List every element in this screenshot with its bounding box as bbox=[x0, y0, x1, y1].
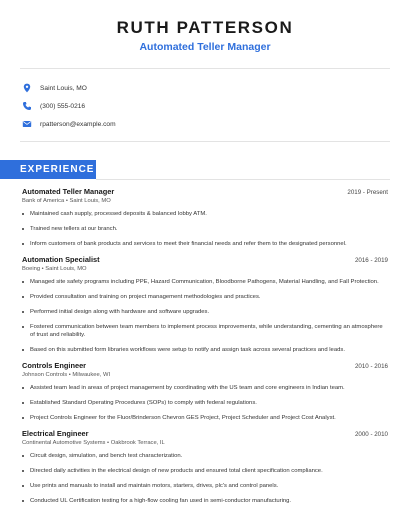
job-bullet: Directed daily activities in the electrical design of new products and ensured total client specification compliance. bbox=[22, 467, 388, 475]
job-bullet: Trained new tellers at our branch. bbox=[22, 225, 388, 233]
resume-header bbox=[0, 0, 410, 54]
job-dates: 2010 - 2016 bbox=[354, 363, 388, 370]
job-entry bbox=[22, 429, 388, 505]
job-title: Automation Specialist bbox=[22, 255, 100, 264]
experience-section-header bbox=[0, 160, 96, 179]
job-bullets bbox=[22, 384, 388, 422]
phone-text: (300) 555-0216 bbox=[40, 102, 86, 110]
job-entry bbox=[22, 255, 388, 354]
contact-info bbox=[22, 79, 410, 133]
mail-icon bbox=[22, 119, 32, 129]
job-entry bbox=[22, 361, 388, 422]
job-bullets bbox=[22, 452, 388, 505]
map-pin-icon bbox=[22, 83, 32, 93]
candidate-name: RUTH PATTERSON bbox=[116, 18, 294, 37]
job-bullet: Performed initial design along with hardware and software upgrades. bbox=[22, 308, 388, 316]
job-company: Bank of America • Saint Louis, MO bbox=[22, 198, 111, 204]
job-entry bbox=[22, 187, 388, 248]
contact-location bbox=[22, 79, 410, 97]
job-title: Controls Engineer bbox=[22, 361, 87, 370]
job-dates: 2016 - 2019 bbox=[354, 257, 388, 264]
job-bullet: Conducted UL Certification testing for a high-flow cooling fan used in semi-conductor manufacturing. bbox=[22, 497, 388, 505]
job-bullet: Project Controls Engineer for the Fluor/Brinderson Chevron GES Project, Project Scheduler and Project Cost Analyst. bbox=[22, 414, 388, 422]
job-bullet: Provided consultation and training on project management methodologies and practices. bbox=[22, 293, 388, 301]
experience-section-title: EXPERIENCE bbox=[20, 164, 95, 175]
job-bullet: Established Standard Operating Procedures (SOPs) to comply with federal regulations. bbox=[22, 399, 388, 407]
job-title: Electrical Engineer bbox=[22, 429, 89, 438]
contact-email bbox=[22, 115, 410, 133]
job-bullets bbox=[22, 210, 388, 248]
job-dates: 2019 - Present bbox=[347, 189, 388, 196]
job-bullet: Fostered communication between team members to implement process improvements, while understanding, cementing an atmosphere of trust and reliability. bbox=[22, 323, 388, 339]
candidate-role: Automated Teller Manager bbox=[139, 41, 271, 53]
job-bullet: Use prints and manuals to install and maintain motors, starters, drives, plc's and control panels. bbox=[22, 482, 388, 490]
job-dates: 2000 - 2010 bbox=[354, 431, 388, 438]
job-title: Automated Teller Manager bbox=[22, 187, 115, 196]
contact-divider bbox=[20, 141, 390, 142]
job-bullet: Maintained cash supply, processed deposits & balanced lobby ATM. bbox=[22, 210, 388, 218]
job-bullets bbox=[22, 278, 388, 354]
job-bullet: Managed site safety programs including PPE, Hazard Communication, Bloodborne Pathogens, Material Handling, and Fall Protection. bbox=[22, 278, 388, 286]
job-bullet: Based on this submitted form libraries workflows were setup to notify and assign task across several practices and leads. bbox=[22, 346, 388, 354]
job-company: Continental Automotive Systems • Oakbrook Terrace, IL bbox=[22, 440, 165, 446]
email-text: rpatterson@example.com bbox=[40, 120, 116, 128]
header-divider bbox=[20, 68, 390, 69]
job-bullet: Circuit design, simulation, and bench test characterization. bbox=[22, 452, 388, 460]
job-bullet: Inform customers of bank products and services to meet their financial needs and refer them to the designated personnel. bbox=[22, 240, 388, 248]
location-text: Saint Louis, MO bbox=[40, 84, 87, 92]
job-bullet: Assisted team lead in areas of project management by coordinating with the US team and core engineers in Indian team. bbox=[22, 384, 388, 392]
job-company: Johnson Controls • Milwaukee, WI bbox=[22, 372, 111, 378]
job-company: Boeing • Saint Louis, MO bbox=[22, 266, 87, 272]
experience-list bbox=[22, 187, 388, 505]
section-rule bbox=[96, 179, 390, 180]
contact-phone bbox=[22, 97, 410, 115]
phone-icon bbox=[22, 101, 32, 111]
